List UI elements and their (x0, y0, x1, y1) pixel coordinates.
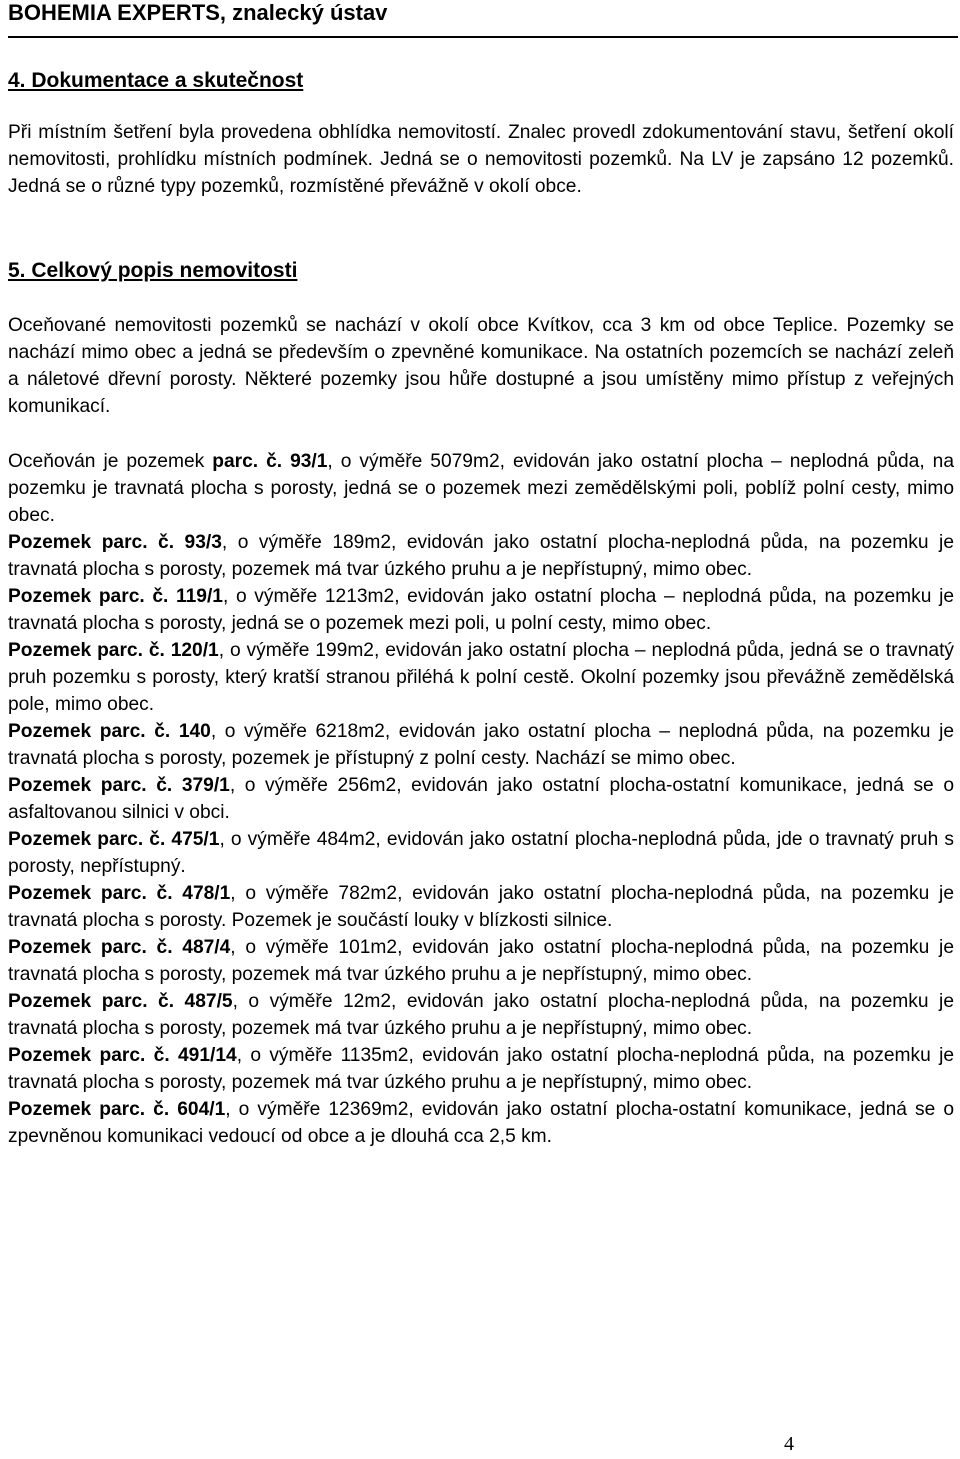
parcel-description: , o výměře 1135m2, evidován jako ostatní plocha-neplodná půda, na pozemku je travnatá plocha s porosty, pozemek má tvar úzkého pruhu a je nepřístupný, mimo obec. (8, 1045, 955, 1093)
parcel-label: Pozemek parc. č. 491/14 (8, 1045, 237, 1066)
parcel-description: , o výměře 1213m2, evidován jako ostatní plocha – neplodná půda, na pozemku je travnatá plocha s porosty, jedná se o pozemek mezi poli, u polní cesty, mimo obec. (8, 586, 955, 634)
parcel-paragraph (8, 934, 954, 988)
section-4-heading: 4. Dokumentace a skutečnost (8, 69, 304, 92)
parcel-description: , o výměře 256m2, evidován jako ostatní plocha-ostatní komunikace, jedná se o asfaltovanou silnici v obci. (8, 775, 954, 823)
parcel-paragraph (8, 880, 954, 934)
document-header-title: BOHEMIA EXPERTS, znalecký ústav (8, 0, 388, 25)
parcel-paragraph (8, 718, 954, 772)
parcel-paragraph (8, 772, 954, 826)
section-4-paragraph: Při místním šetření byla provedena obhlídka nemovitostí. Znalec provedl zdokumentování stavu, šetření okolí nemovitosti, prohlídku místních podmínek. Jedná se o nemovitosti pozemků. Na LV je zapsáno 12 pozemků. Jedná se o různé typy pozemků, rozmístěné převážně v okolí obce. (8, 122, 954, 197)
parcel-label: Pozemek parc. č. 379/1 (8, 775, 230, 796)
parcel-description: , o výměře 6218m2, evidován jako ostatní plocha – neplodná půda, na pozemku je travnatá plocha s porosty, pozemek je přístupný z polní cesty. Nachází se mimo obec. (8, 721, 954, 769)
parcel-paragraph (8, 1042, 954, 1096)
parcel-label: Pozemek parc. č. 475/1 (8, 829, 220, 850)
parcel-label: Pozemek parc. č. 120/1 (8, 640, 219, 661)
parcel-description: , o výměře 12m2, evidován jako ostatní plocha-neplodná půda, na pozemku je travnatá plocha s porosty, pozemek má tvar úzkého pruhu a je nepřístupný, mimo obec. (8, 991, 954, 1039)
first-parcel-lead: Oceňován je pozemek (8, 451, 213, 472)
parcel-description: , o výměře 199m2, evidován jako ostatní plocha – neplodná půda, jedná se o travnatý pruh pozemku s porosty, který kratší stranou přiléhá k polní cestě. Okolní pozemky jsou převážně zemědělská pole, mimo obec. (8, 640, 954, 715)
parcel-paragraph (8, 529, 954, 583)
page-number: 4 (784, 1433, 794, 1455)
parcel-label: Pozemek parc. č. 140 (8, 721, 211, 742)
parcel-label: Pozemek parc. č. 604/1 (8, 1099, 226, 1120)
parcel-paragraph (8, 583, 954, 637)
first-parcel-description: , o výměře 5079m2, evidován jako ostatní plocha – neplodná půda, na pozemku je travnatá plocha s porosty, jedná se o pozemek mezi zemědělskými poli, poblíž polní cesty, mimo obec. (8, 451, 954, 526)
parcel-description: , o výměře 484m2, evidován jako ostatní plocha-neplodná půda, jde o travnatý pruh s porosty, nepřístupný. (8, 829, 954, 877)
parcel-list (8, 529, 954, 1150)
parcel-description: , o výměře 782m2, evidován jako ostatní plocha-neplodná půda, na pozemku je travnatá plocha s porosty. Pozemek je součástí louky v blízkosti silnice. (8, 883, 954, 931)
parcel-label: Pozemek parc. č. 487/5 (8, 991, 233, 1012)
parcel-paragraph (8, 988, 954, 1042)
section-5-heading: 5. Celkový popis nemovitosti (8, 259, 298, 282)
parcel-description: , o výměře 189m2, evidován jako ostatní plocha-neplodná půda, na pozemku je travnatá plocha s porosty, pozemek má tvar úzkého pruhu a je nepřístupný, mimo obec. (8, 532, 954, 580)
parcel-label: Pozemek parc. č. 93/3 (8, 532, 222, 553)
parcel-label: Pozemek parc. č. 487/4 (8, 937, 231, 958)
parcel-paragraph (8, 637, 954, 718)
parcel-paragraph (8, 1096, 954, 1150)
parcel-description: , o výměře 12369m2, evidován jako ostatní plocha-ostatní komunikace, jedná se o zpevněnou komunikaci vedoucí od obce a je dlouhá cca 2,5 km. (8, 1099, 955, 1147)
first-parcel-paragraph (8, 448, 954, 529)
parcel-paragraph (8, 826, 954, 880)
parcel-description: , o výměře 101m2, evidován jako ostatní plocha-neplodná půda, na pozemku je travnatá plocha s porosty, pozemek má tvar úzkého pruhu a je nepřístupný, mimo obec. (8, 937, 954, 985)
parcel-label: Pozemek parc. č. 478/1 (8, 883, 231, 904)
parcel-label: Pozemek parc. č. 119/1 (8, 586, 223, 607)
section-5-paragraph: Oceňované nemovitosti pozemků se nachází v okolí obce Kvítkov, cca 3 km od obce Teplice. Pozemky se nachází mimo obec a jedná se především o zpevněné komunikace. Na ostatních pozemcích se nachází zeleň a náletové dřevní porosty. Některé pozemky jsou hůře dostupné a jsou umístěny mimo přístup z veřejných komunikací. (8, 315, 954, 417)
first-parcel-label: parc. č. 93/1 (212, 451, 328, 472)
header-divider (8, 36, 958, 38)
